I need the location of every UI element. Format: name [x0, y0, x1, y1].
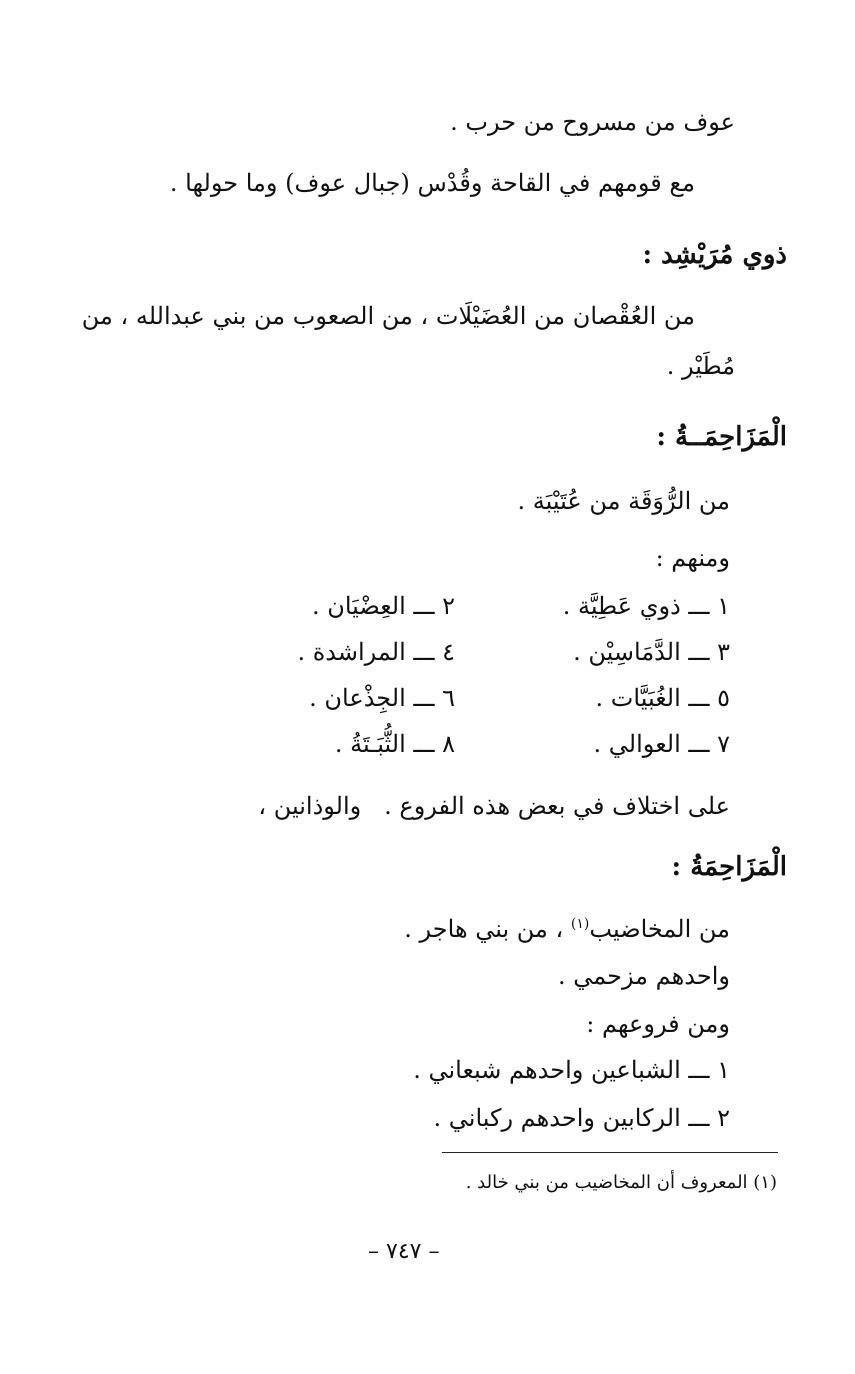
list-item: ٢ ـــ العِضْيَان .	[311, 592, 455, 620]
footnote: (١) المعروف أن المخاضيب من بني خالد .	[465, 1172, 777, 1193]
list-item: ٦ ـــ الجِذْعان .	[309, 684, 455, 712]
list-item: ١ ـــ ذوي عَطِيَّة .	[562, 592, 730, 620]
text-line: على اختلاف في بعض هذه الفروع . والوذانين ،	[258, 792, 730, 820]
text-line: ١ ـــ الشباعين واحدهم شبعاني .	[413, 1056, 730, 1084]
text-line: واحدهم مزحمي .	[557, 962, 730, 990]
text-line: مع قومهم في القاحة وقُدْس (جبال عوف) وما حولها .	[169, 169, 695, 197]
list-item: ٧ ـــ العوالي .	[593, 730, 730, 758]
text-line: مُطَيْر .	[666, 352, 735, 380]
text-span: ، من بني هاجر .	[404, 915, 571, 943]
footnote-divider	[442, 1152, 778, 1153]
section-heading: الْمَزَاحِمَــةُ :	[656, 422, 787, 452]
list-item: ٥ ـــ الغُبَيَّات .	[595, 684, 730, 712]
section-heading: الْمَزَاحِمَةُ :	[671, 852, 787, 882]
section-heading: ذوي مُرَيْشِد :	[642, 240, 787, 270]
page-number: – ٧٤٧ –	[368, 1239, 440, 1264]
text-line	[404, 908, 730, 945]
text-line: عوف من مسروح من حرب .	[450, 108, 735, 136]
text-line: من العُقْصان من العُضَيْلَات ، من الصعوب من بني عبدالله ، من	[81, 302, 695, 330]
list-item: ٣ ـــ الدَّمَاسِيْن .	[573, 638, 730, 666]
text-line: من الرُّوَقَة من عُتَيْبَة .	[517, 487, 730, 515]
text-line: ٢ ـــ الركابين واحدهم ركباني .	[433, 1104, 730, 1132]
list-item: ٤ ـــ المراشدة .	[297, 638, 455, 666]
text-line: ومنهم :	[655, 544, 730, 572]
text-span: من المخاضيب	[589, 915, 730, 943]
text-line: ومن فروعهم :	[586, 1010, 730, 1038]
footnote-marker: (١)	[570, 916, 590, 932]
list-item: ٨ ـــ الثُّبَـتَةُ .	[334, 730, 455, 758]
